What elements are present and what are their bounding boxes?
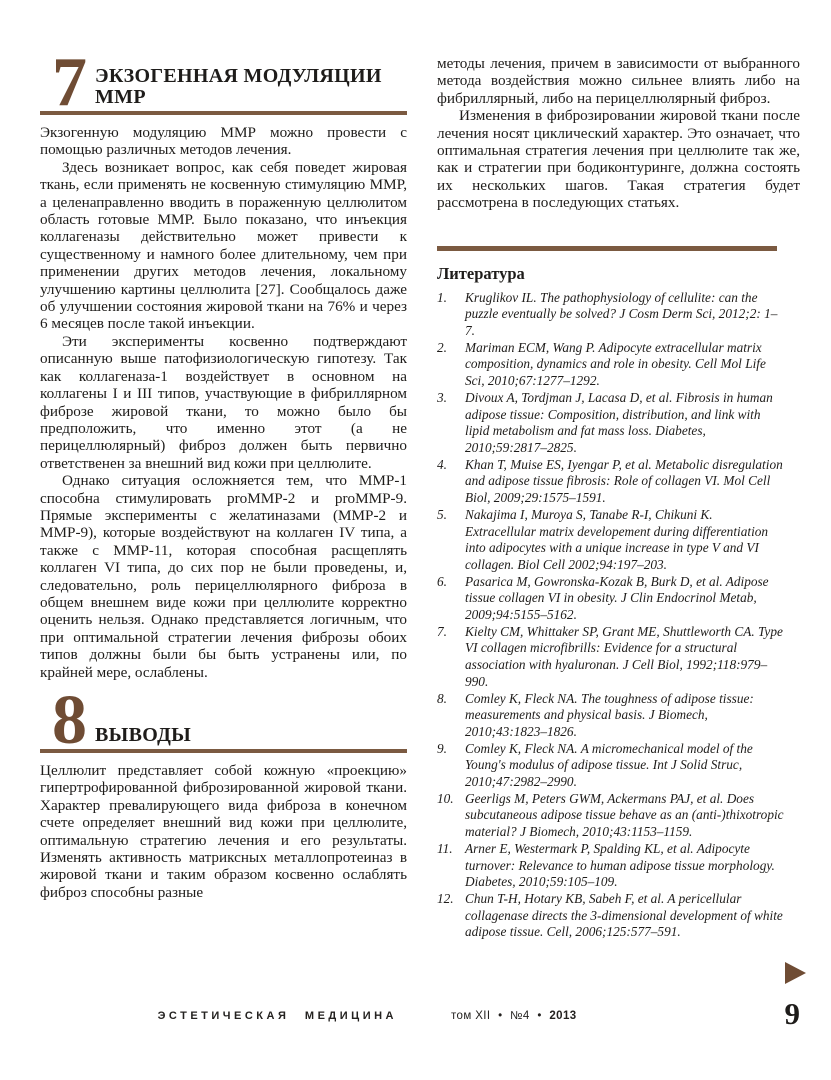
paragraph: Эти эксперименты косвенно подтверждают описанную выше патофизиологическую гипотезу. Так как коллагеназа-1 воздействует в основном на коллагены I и III типов, участвующие в фибриллярном фиброзе жировой ткани, то можно было бы предположить, что именно этот (а не перицеллюлярный) фиброз должен быть первично ответственен за внешний вид кожи при целлюлите. <box>40 332 407 472</box>
reference-item <box>437 390 800 457</box>
reference-number: 4. <box>437 456 447 472</box>
reference-text: Khan T, Muise ES, Iyengar P, et al. Metabolic disregulation and adipose tissue fibrosis: Role of collagen VI. Mol Cell Biol, 2009;29:1575–1591. <box>465 456 783 506</box>
reference-item <box>437 741 800 791</box>
paragraph: Здесь возникает вопрос, как себя поведет жировая ткань, если применять не косвенную стимуляцию ММР, а целенаправленно вводить в пораженную целлюлитом область готовые ММР. Было показано, что инъекция коллагеназы действительно может привести к существенному и намного более длительному, чем при применении других методов лечения, локальному улучшению картины целлюлита [27]. Сообщалось даже об улучшении состояния жировой ткани на 76% и через 6 месяцев после такой инъекции. <box>40 158 407 333</box>
reference-text: Arner E, Westermark P, Spalding KL, et al. Adipocyte turnover: Relevance to human adipose tissue morphology. Diabetes, 2010;59:105–109. <box>465 840 775 890</box>
page-number: 9 <box>784 996 800 1031</box>
section-7-heading <box>40 44 407 121</box>
section-8-number: 8 <box>52 682 87 759</box>
paragraph: Экзогенную модуляцию ММР можно провести с помощью различных методов лечения. <box>40 124 407 159</box>
section-8-title: ВЫВОДЫ <box>95 724 192 746</box>
continuation-arrow-icon <box>785 962 806 984</box>
references-divider-rule <box>437 246 777 251</box>
issue-volume: том XII <box>451 1010 491 1022</box>
reference-number: 12. <box>437 890 454 906</box>
reference-item <box>437 574 800 624</box>
reference-item <box>437 841 800 891</box>
reference-number: 1. <box>437 289 447 305</box>
reference-text: Pasarica M, Gowronska-Kozak B, Burk D, et al. Adipose tissue collagen VI in obesity. J Clin Endocrinol Metab, 2009;94:5155–5162. <box>465 573 769 623</box>
two-column-layout <box>40 44 800 941</box>
reference-number: 5. <box>437 506 447 522</box>
references-title: Литература <box>437 263 525 283</box>
separator-dot: • <box>537 1010 542 1022</box>
reference-number: 9. <box>437 740 447 756</box>
journal-name: ЭСТЕТИЧЕСКАЯ МЕДИЦИНА <box>157 1010 397 1022</box>
reference-item <box>437 624 800 691</box>
reference-text: Mariman ECM, Wang P. Adipocyte extracellular matrix composition, dynamics and role in obesity. Cell Mol Life Sci, 2010;67:1277–1292. <box>465 339 766 389</box>
reference-text: Comley K, Fleck NA. A micromechanical model of the Young's modulus of adipose tissue. Int J Solid Struc, 2010;47:2982–2990. <box>465 740 753 790</box>
paragraph: Изменения в фиброзировании жировой ткани после лечения носят циклический характер. Это означает, что оптимальная стратегия лечения при целлюлите так же, как и стратегии при бодиконтуринге, должна состоять их нескольких шагов. Такая стратегия будет рассмотрена в последующих статьях. <box>437 107 800 212</box>
issue-info <box>451 998 577 1022</box>
reference-text: Kruglikov IL. The pathophysiology of cellulite: can the puzzle eventually be solved? J Cosm Derm Sci, 2012;2: 1–7. <box>465 289 778 339</box>
reference-number: 2. <box>437 339 447 355</box>
reference-item <box>437 340 800 390</box>
reference-number: 3. <box>437 389 447 405</box>
right-column <box>437 55 800 941</box>
reference-item <box>437 290 800 340</box>
reference-number: 6. <box>437 573 447 589</box>
reference-text: Kielty CM, Whittaker SP, Grant ME, Shuttleworth CA. Type VI collagen microfibrills: Evidence for a structural association with hyaluronan. J Cell Biol, 1992;118:979–990. <box>465 623 783 689</box>
reference-item <box>437 791 800 841</box>
reference-number: 11. <box>437 840 453 856</box>
separator-dot: • <box>498 1010 503 1022</box>
reference-item <box>437 891 800 941</box>
reference-item <box>437 691 800 741</box>
issue-year: 2013 <box>549 1010 577 1022</box>
reference-text: Comley K, Fleck NA. The toughness of adipose tissue: measurements and physical basis. J Biomech, 2010;43:1823–1826. <box>465 690 754 739</box>
page-footer <box>40 998 800 1029</box>
reference-item <box>437 457 800 507</box>
reference-item <box>437 507 800 574</box>
reference-text: Divoux A, Tordjman J, Lacasa D, et al. Fibrosis in human adipose tissue: Composition, distribution, and link with lipid metabolism and fat mass loss. Diabetes, 2010;59:2817–2825. <box>465 389 773 455</box>
reference-text: Chun T-H, Hotary KB, Sabeh F, et al. A pericellular collagenase directs the 3-dimensional development of white adipose tissue. Cell, 2006;125:577–591. <box>465 890 783 940</box>
paragraph: Однако ситуация осложняется тем, что ММР-1 способна стимулировать proММР-2 и proММР-9. Прямые эксперименты с желатиназами (ММР-2 и ММР-9), которые воздействуют на коллаген IV типа, а также с ММР-11, которая способная расщеплять коллаген VI типа, до сих пор не были проведены, и, следовательно, роль перицеллюлярного фиброза в общем внешнем виде кожи при целлюлите корректно оценить нельзя. Однако представляется логичным, что при оптимальной стратегии лечения фиброзы обоих типов должны были бы быть устранены или, по крайней мере, ослаблены. <box>40 472 407 681</box>
reference-number: 7. <box>437 623 447 639</box>
section-7-number: 7 <box>52 44 87 121</box>
reference-number: 10. <box>437 790 454 806</box>
reference-text: Nakajima I, Muroya S, Tanabe R-I, Chikuni K. Extracellular matrix developement during differentiation into adipocytes with a unique increase in type V and VI collagen. Biol Cell 2002;94:197–203. <box>465 506 769 572</box>
paragraph: методы лечения, причем в зависимости от выбранного метода воздействия можно сильнее влиять либо на фибриллярный, либо на перицеллюлярный фиброз. <box>437 55 800 107</box>
section-8-heading <box>40 682 407 759</box>
reference-text: Geerligs M, Peters GWM, Ackermans PAJ, et al. Does subcutaneous adipose tissue behave as an (anti-)thixotropic material? J Biomech, 2010;43:1153–1159. <box>465 790 784 840</box>
paragraph: Целлюлит представляет собой кожную «проекцию» гипертрофированной фиброзированной жировой ткани. Характер превалирующего вида фиброза в конечном счете определяет внешний вид кожи при целлюлите, оптимальную стратегию лечения и его результаты. Изменять активность матриксных металлопротеиназ в жировой ткани и таким образом косвенно ослаблять фиброз способны разные <box>40 762 407 901</box>
left-column <box>40 44 407 941</box>
issue-number: №4 <box>510 1010 530 1022</box>
reference-number: 8. <box>437 690 447 706</box>
section-7-title: ЭКЗОГЕННАЯ МОДУЛЯЦИИ ММР <box>95 65 382 108</box>
